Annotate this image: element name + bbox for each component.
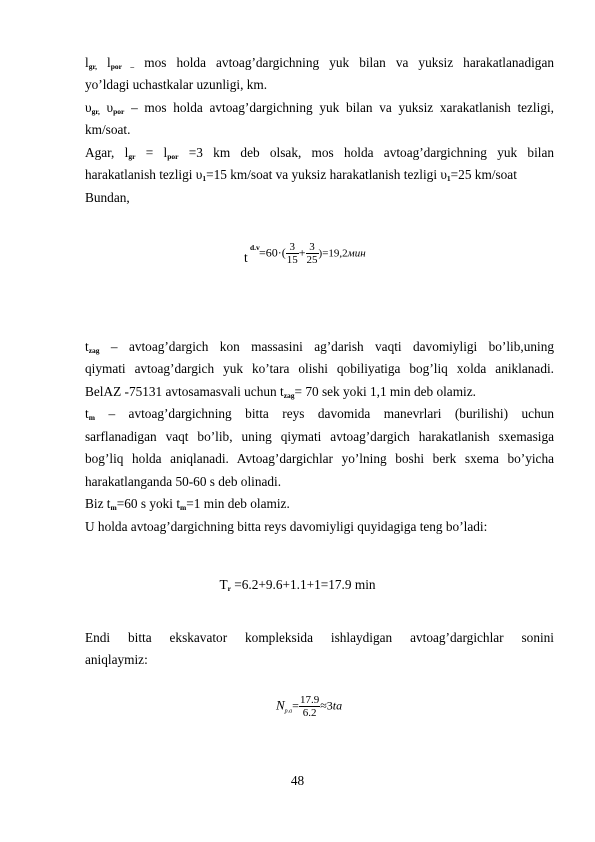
formula-dv-time [244, 222, 464, 292]
paragraph-tm-line2: sarflanadigan vaqt bo’lib, uning qiymati avtoag’dargich harakatlanish sxemasiga [85, 429, 554, 444]
paragraph-endi-line1: Endi bitta ekskavator kompleksida ishlaydigan avtoag’dargichlar sonini [85, 630, 554, 645]
paragraph-tm-line4: harakatlanganda 50-60 s deb olinadi. [85, 474, 282, 489]
paragraph-text: mos holda avtoag’dargichning yuk bilan va yuksiz harakatlanadigan [144, 55, 554, 70]
paragraph-tm-line3: bog’liq holda aniqlanadi. Avtoag’dargichlar yo’lning boshi berk sxema bo’yicha [85, 451, 554, 466]
formula-truck-count: $N_{p.a}=$ $\frac{17.9}{6.2}$ ≈3ta [276, 694, 343, 719]
formula-expression: =60·( $\frac{3}{15}$ + $\frac{3}{25}$ )=19,2мин [259, 241, 366, 266]
paragraph-tzag-line1: $t_{zag}$ – avtoag’dargich kon massasini ag’darish vaqti davomiyligi bo’lib,uning [85, 339, 554, 355]
fraction-17.9-6.2: $\frac{17.9}{6.2}$ [299, 694, 320, 719]
paragraph-agar-line2: harakatlanish tezligi $\upsilon_1=15$ km/soat va yuksiz harakatlanish tezligi $\upsilon_1=25$ km/soat [85, 167, 517, 183]
paragraph-tzag-line3: BelAZ -75131 avtosamasvali uchun $t_{zag}= 70$ sek yoki 1,1 min deb olamiz. [85, 384, 476, 400]
formula-t-subscript: d.v [250, 243, 260, 252]
symbol-l-gr: $l_{gr}$ [124, 145, 136, 161]
symbol-l-por: $l_{por}$ [163, 145, 179, 161]
paragraph-tm-line1: $t_m$ – avtoag’dargichning bitta reys davomida manevrlari (burilishi) uchun [85, 406, 555, 422]
fraction-3-25: $\frac{3}{25}$ [306, 241, 318, 266]
formula-trip-time: $T_r =6.2+9.6+1.1+1=17.9$ min [219, 577, 376, 593]
paragraph-biz: Biz $t_m=60$ s yoki $t_m=1$ min deb olamiz. [85, 496, 290, 512]
symbol-l-por: $l_{por -}$ [107, 55, 135, 71]
paragraph-lgr-lpor-line2: yo’ldagi uchastkalar uzunligi, km. [85, 77, 268, 92]
paragraph-text: =3 km deb olsak, mos holda avtoag’dargichning yuk bilan [188, 145, 555, 160]
paragraph-u-holda: U holda avtoag’dargichning bitta reys davomiyligi quyidagiga teng bo’ladi: [85, 519, 488, 534]
paragraph-vgr-vpor-line2: km/soat. [85, 122, 131, 137]
paragraph-text: – mos holda avtoag’dargichning yuk bilan va yuksiz xarakatlanish tezligi, [124, 100, 554, 115]
formula-t-symbol: t [244, 250, 248, 265]
bundan-text: Bundan, [85, 190, 130, 205]
word-agar: Agar, [85, 145, 115, 160]
equals-sign: = [145, 145, 154, 160]
symbol-v-gr: $\upsilon_{gr,}$ [85, 100, 100, 116]
fraction-3-15: $\frac{3}{15}$ [286, 241, 298, 266]
paragraph-tzag-line2: qiymati avtoag’dargich yuk ko’tara olishi qobiliyatiga bog’liq xolda aniklanadi. [85, 361, 554, 376]
page-number: 48 [290, 773, 305, 788]
symbol-t-zag: $t_{zag}$ [85, 339, 100, 355]
symbol-l-gr: $l_{gr,}$ [85, 55, 97, 71]
symbol-t-m: $t_m$ [85, 406, 95, 422]
paragraph-endi-line2: aniqlaymiz: [85, 652, 148, 667]
symbol-v-por: $\upsilon_{por}$ [106, 100, 125, 116]
